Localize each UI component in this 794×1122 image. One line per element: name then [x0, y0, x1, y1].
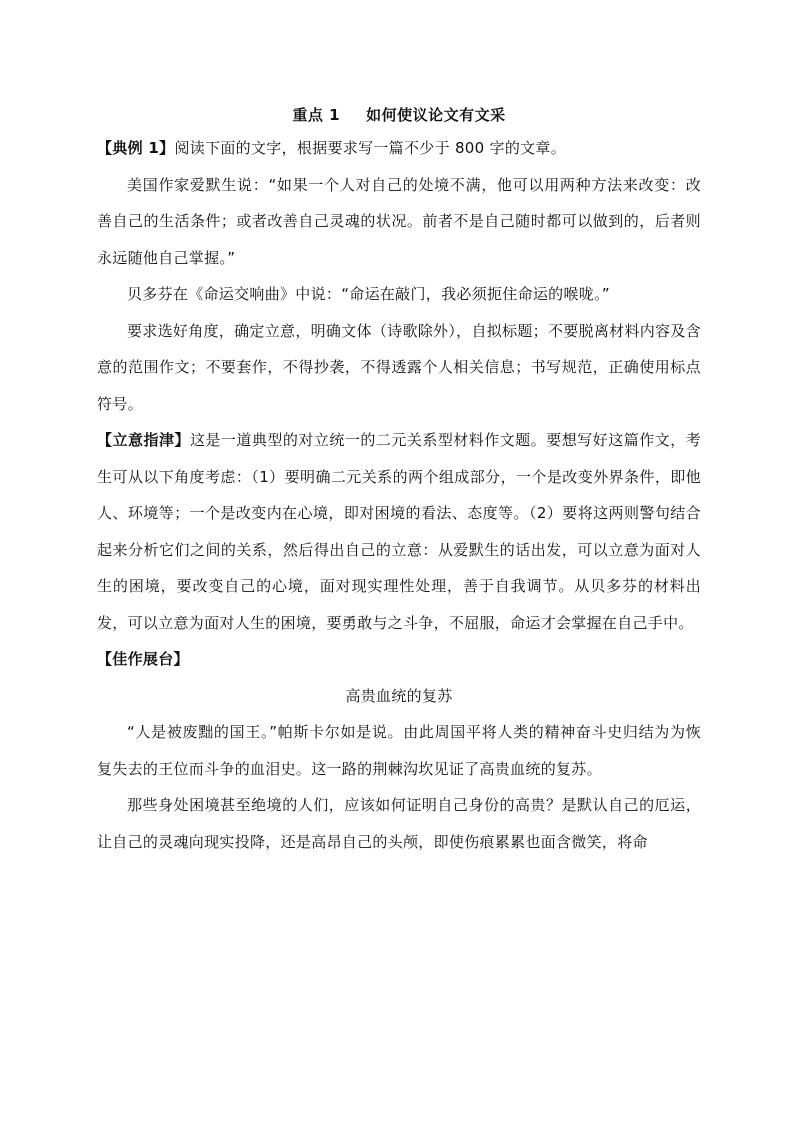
essay-paragraph-1: “人是被废黜的国王。”帕斯卡尔如是说。由此周国平将人类的精神奋斗史归结为为恢复失去的王位而斗争的血泪史。这一路的荆棘沟坎见证了高贵血统的复苏。 — [97, 723, 701, 778]
title-part-1: 重点 1 — [292, 106, 341, 124]
example-instruction — [97, 130, 701, 167]
guide-tag: 【立意指津】 — [97, 431, 190, 449]
example-paragraph-2: 贝多芬在《命运交响曲》中说：“命运在敲门，我必须扼住命运的喉咙。” — [127, 285, 610, 303]
title-part-2: 如何使议论文有文采 — [366, 106, 506, 124]
guide-paragraph — [97, 422, 701, 641]
showcase-heading — [97, 641, 701, 678]
showcase-tag: 【佳作展台】 — [97, 650, 189, 668]
page-title — [97, 100, 701, 130]
example-requirements: 要求选好角度，确定立意，明确文体（诗歌除外），自拟标题；不要脱离材料内容及含意的范围作文；不要套作，不得抄袭，不得透露个人相关信息；书写规范，正确使用标点符号。 — [97, 321, 701, 413]
document-body — [97, 100, 701, 860]
example-paragraph-1: 美国作家爱默生说：“如果一个人对自己的处境不满，他可以用两种方法来改变：改善自己的生活条件；或者改善自己灵魂的状况。前者不是自己随时都可以做到的，后者则永远随他自己掌握。” — [97, 175, 701, 267]
essay-title: 高贵血统的复苏 — [345, 686, 453, 705]
guide-text: 这是一道典型的对立统一的二元关系型材料作文题。要想写好这篇作文，考生可从以下角度考虑：（1）要明确二元关系的两个组成部分，一个是改变外界条件，即他人、环境等；一个是改变内在心境，即对困境的看法、态度等。（2）要将这两则警句结合起来分析它们之间的关系，然后得出自己的立意：从爱默生的话出发，可以立意为面对人生的困境，要改变自己的心境，面对现实理性处理，善于自我调节。从贝多芬的材料出发，可以立意为面对人生的困境，要勇敢与之斗争，不屈服，命运才会掌握在自己手中。 — [97, 431, 701, 632]
example-tag: 【典例 1】 — [97, 139, 175, 157]
example-instruction-text: 阅读下面的文字，根据要求写一篇不少于 800 字的文章。 — [174, 139, 567, 157]
essay-paragraph-2: 那些身处困境甚至绝境的人们，应该如何证明自己身份的高贵？是默认自己的厄运，让自己的灵魂向现实投降，还是高昂自己的头颅，即使伤痕累累也面含微笑，将命 — [97, 796, 701, 851]
